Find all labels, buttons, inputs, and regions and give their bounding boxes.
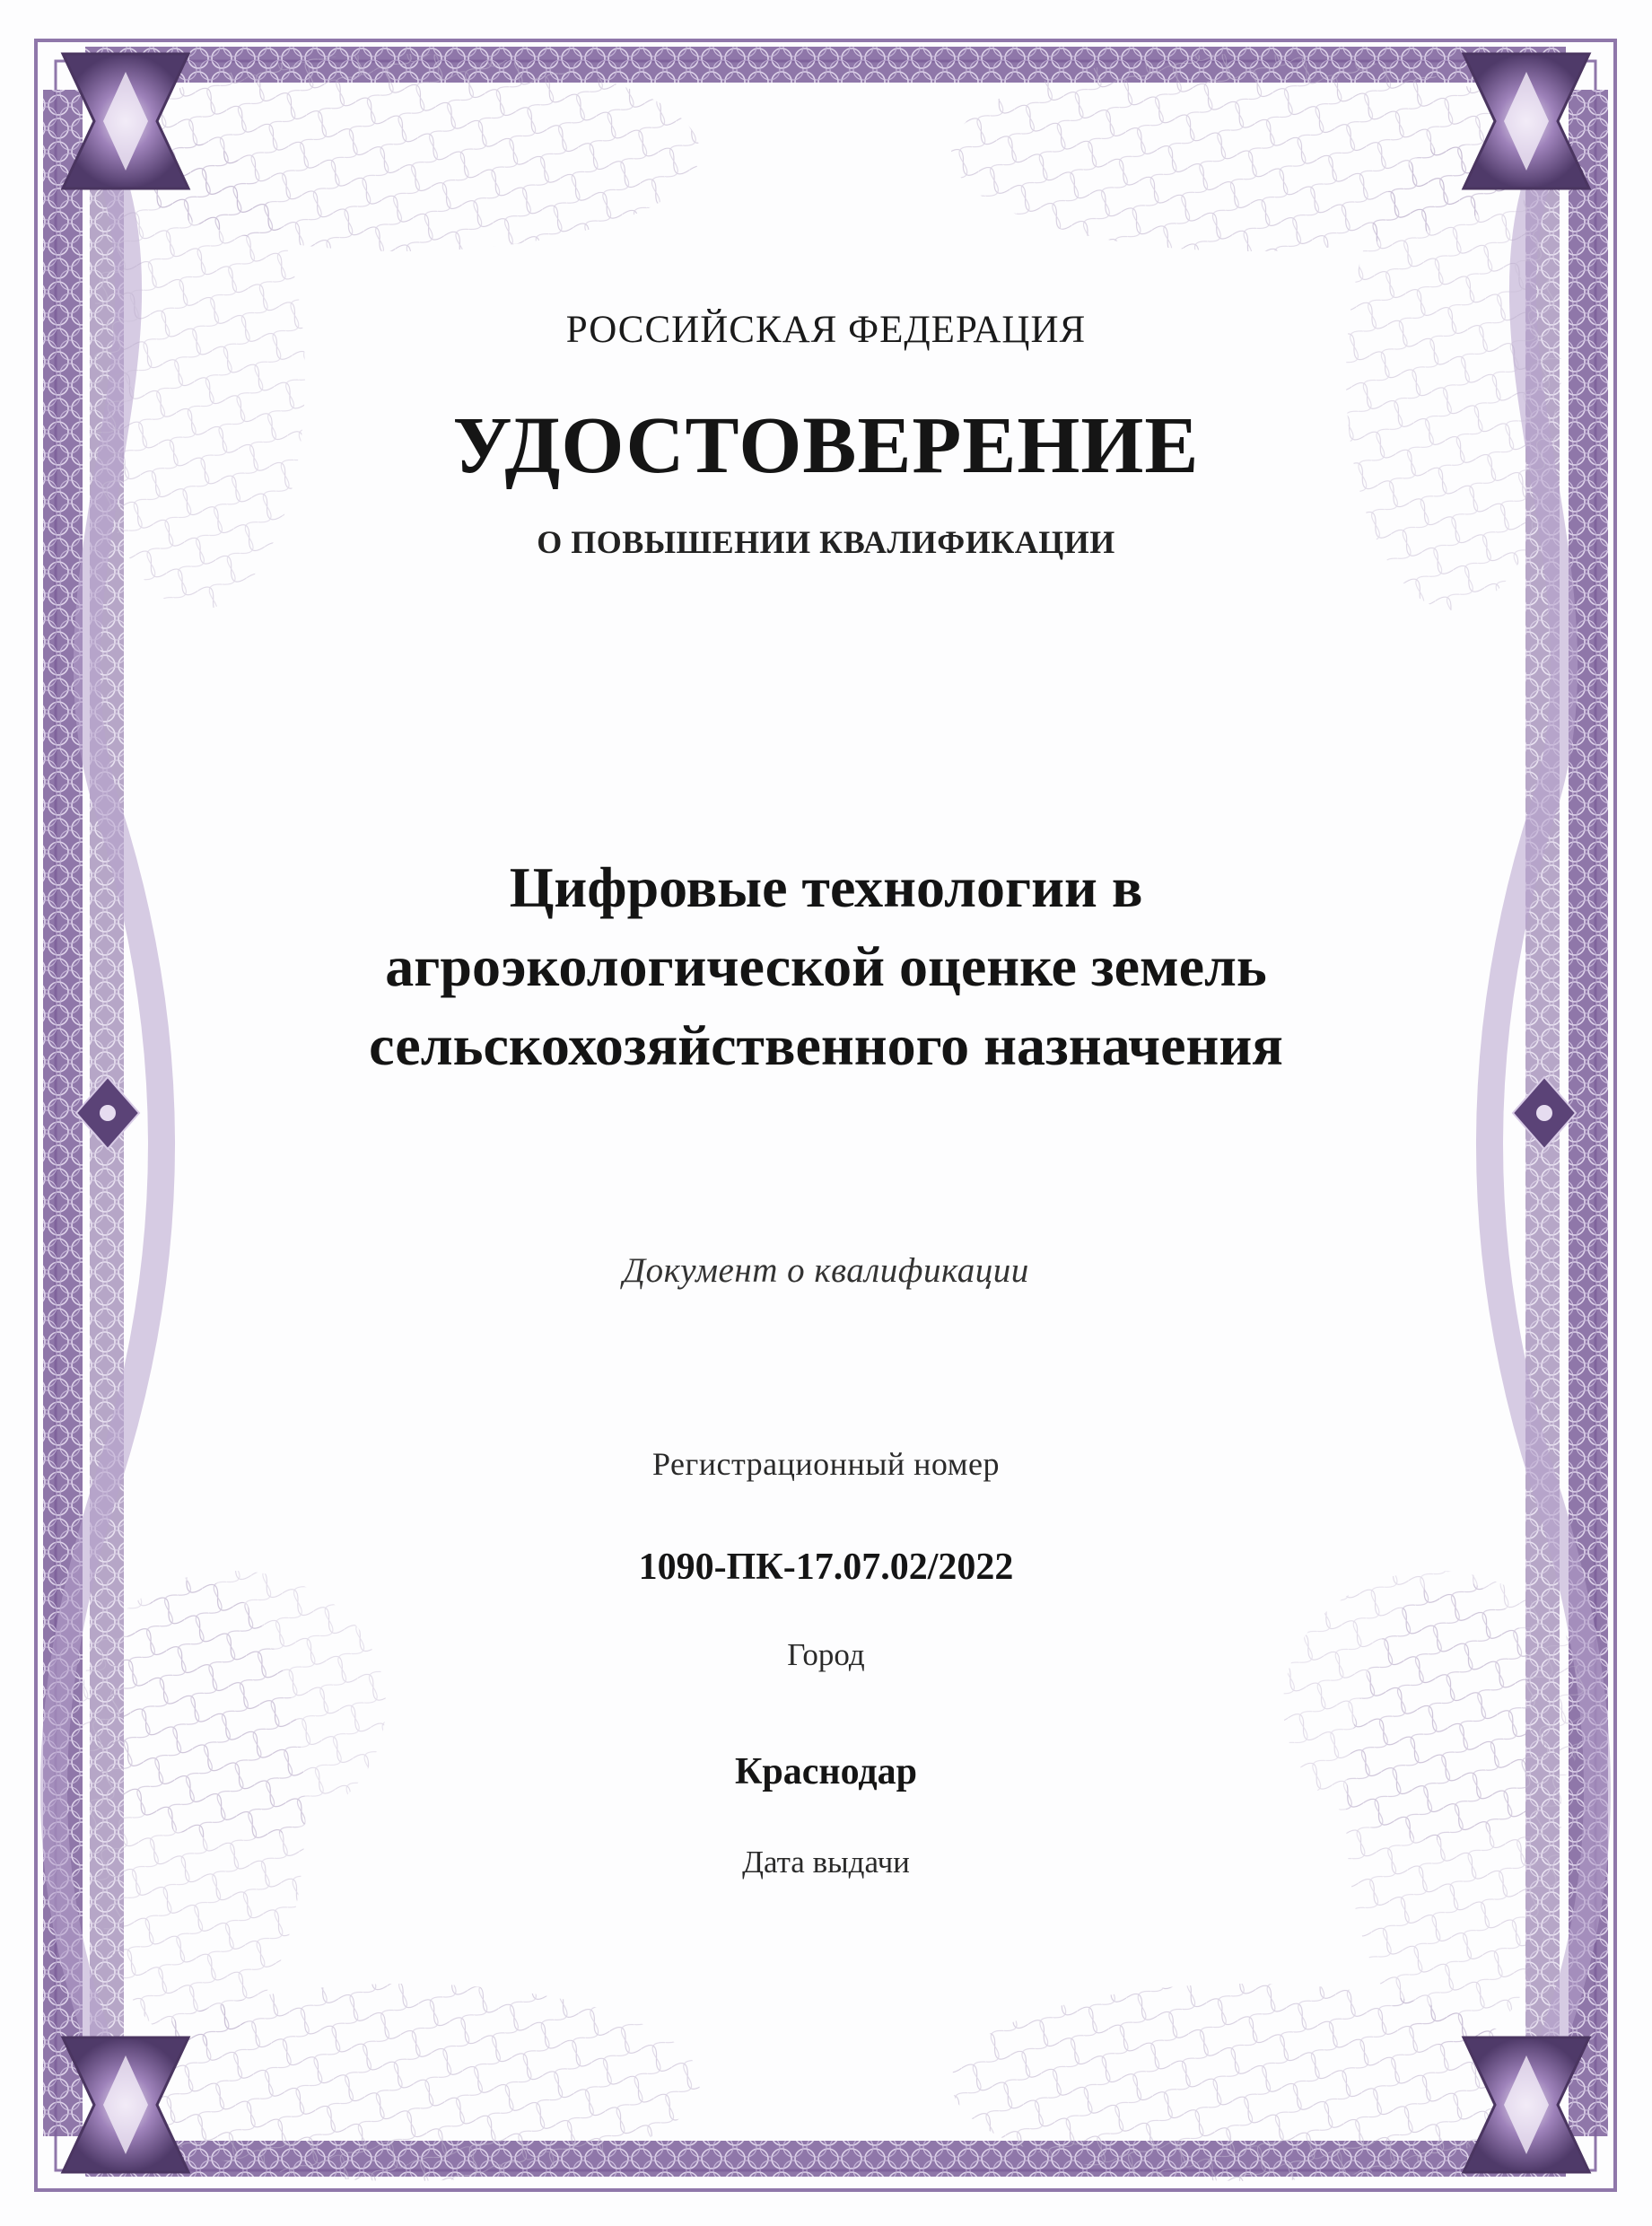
document-title: УДОСТОВЕРЕНИЕ bbox=[452, 401, 1200, 490]
document-subtitle: О ПОВЫШЕНИИ КВАЛИФИКАЦИИ bbox=[537, 524, 1115, 560]
city-label: Город bbox=[787, 1637, 865, 1672]
country-heading: РОССИЙСКАЯ ФЕДЕРАЦИЯ bbox=[565, 309, 1087, 351]
program-title-line: Цифровые технологии в bbox=[509, 855, 1143, 919]
side-diamond-ornament-icon bbox=[1513, 1077, 1576, 1149]
program-title-line: агроэкологической оценке земель bbox=[385, 934, 1267, 998]
document-type: Документ о квалификации bbox=[623, 1251, 1029, 1290]
registration-number: 1090-ПК-17.07.02/2022 bbox=[638, 1547, 1014, 1588]
city-value: Краснодар bbox=[734, 1751, 918, 1792]
program-title-line: сельскохозяйственного назначения bbox=[369, 1013, 1283, 1077]
registration-number-label: Регистрационный номер bbox=[651, 1446, 1001, 1482]
issue-date-label: Дата выдачи bbox=[742, 1845, 910, 1880]
program-title bbox=[0, 848, 1652, 1085]
side-diamond-ornament-icon bbox=[76, 1077, 139, 1149]
